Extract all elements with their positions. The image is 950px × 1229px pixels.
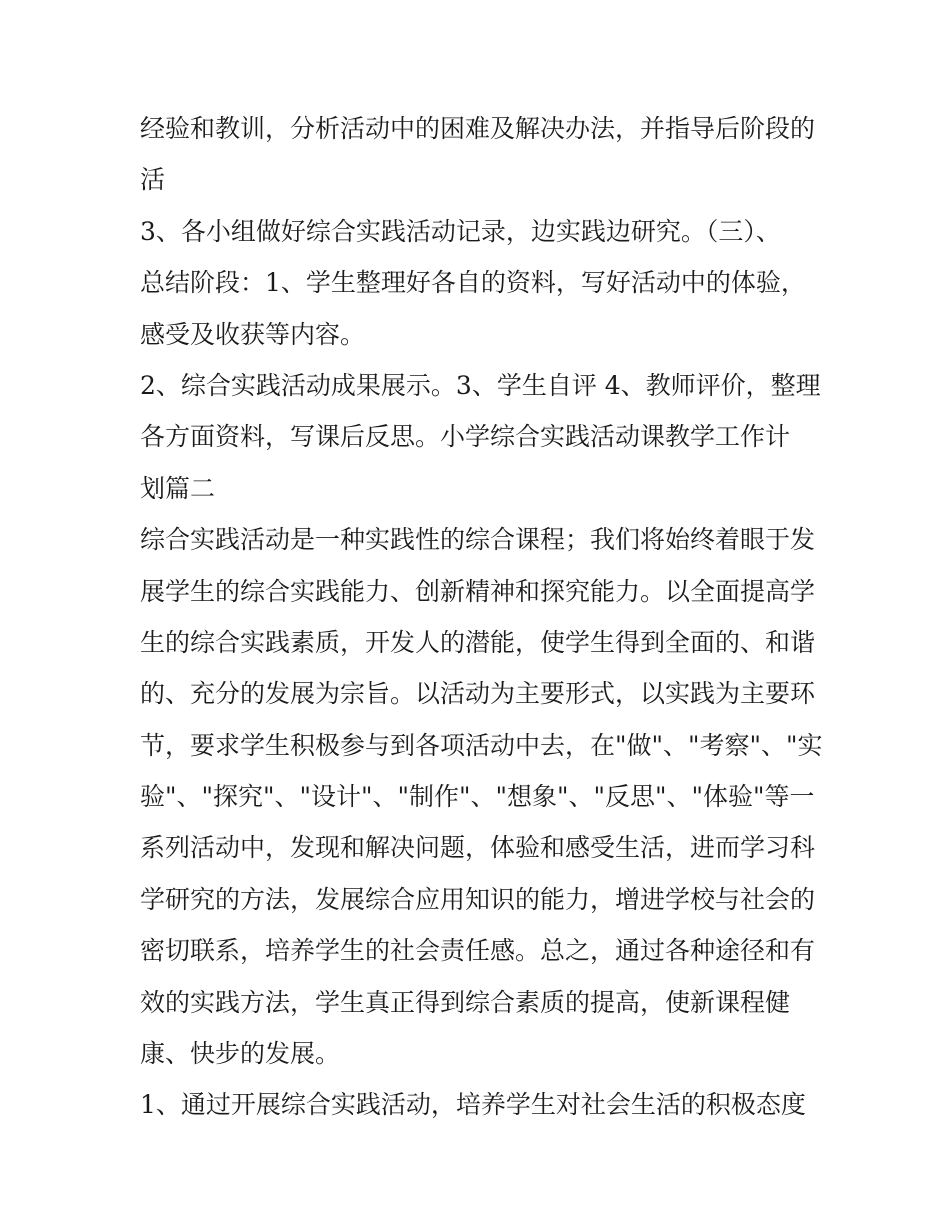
text-line: 密切联系，培养学生的社会责任感。总之，通过各种途径和有	[140, 936, 816, 966]
text-line: 验"、"探究"、"设计"、"制作"、"想象"、"反思"、"体验"等一	[140, 782, 815, 812]
text-line: 的、充分的发展为宗旨。以活动为主要形式，以实践为主要环	[140, 679, 816, 709]
text-line: 活	[140, 165, 166, 195]
text-line: 学研究的方法，发展综合应用知识的能力，增进学校与社会的	[140, 884, 816, 914]
text-line: 2、综合实践活动成果展示。3、学生自评 4、教师评价，整理	[140, 370, 821, 400]
text-line: 展学生的综合实践能力、创新精神和探究能力。以全面提高学	[140, 576, 816, 606]
text-line: 1、通过开展综合实践活动，培养学生对社会生活的积极态度	[140, 1090, 806, 1120]
text-line: 划篇二	[140, 473, 216, 503]
text-line: 效的实践方法，学生真正得到综合素质的提高，使新课程健	[140, 987, 791, 1017]
text-line: 系列活动中，发现和解决问题，体验和感受生活，进而学习科	[140, 833, 816, 863]
text-line: 经验和教训，分析活动中的困难及解决办法，并指导后阶段的	[140, 114, 816, 143]
text-line: 3、各小组做好综合实践活动记录，边实践边研究。（三）、	[140, 216, 781, 246]
text-line: 总结阶段：1、学生整理好各自的资料，写好活动中的体验，	[140, 268, 806, 298]
text-line: 康、快步的发展。	[140, 1039, 341, 1069]
text-line: 节，要求学生积极参与到各项活动中去，在"做"、"考察"、"实	[140, 730, 823, 760]
text-line: 感受及收获等内容。	[140, 319, 366, 349]
text-line: 综合实践活动是一种实践性的综合课程；我们将始终着眼于发	[140, 525, 816, 555]
document-body	[140, 103, 823, 1131]
text-line: 各方面资料，写课后反思。小学综合实践活动课教学工作计	[140, 422, 791, 452]
text-line: 生的综合实践素质，开发人的潜能，使学生得到全面的、和谐	[140, 627, 816, 657]
